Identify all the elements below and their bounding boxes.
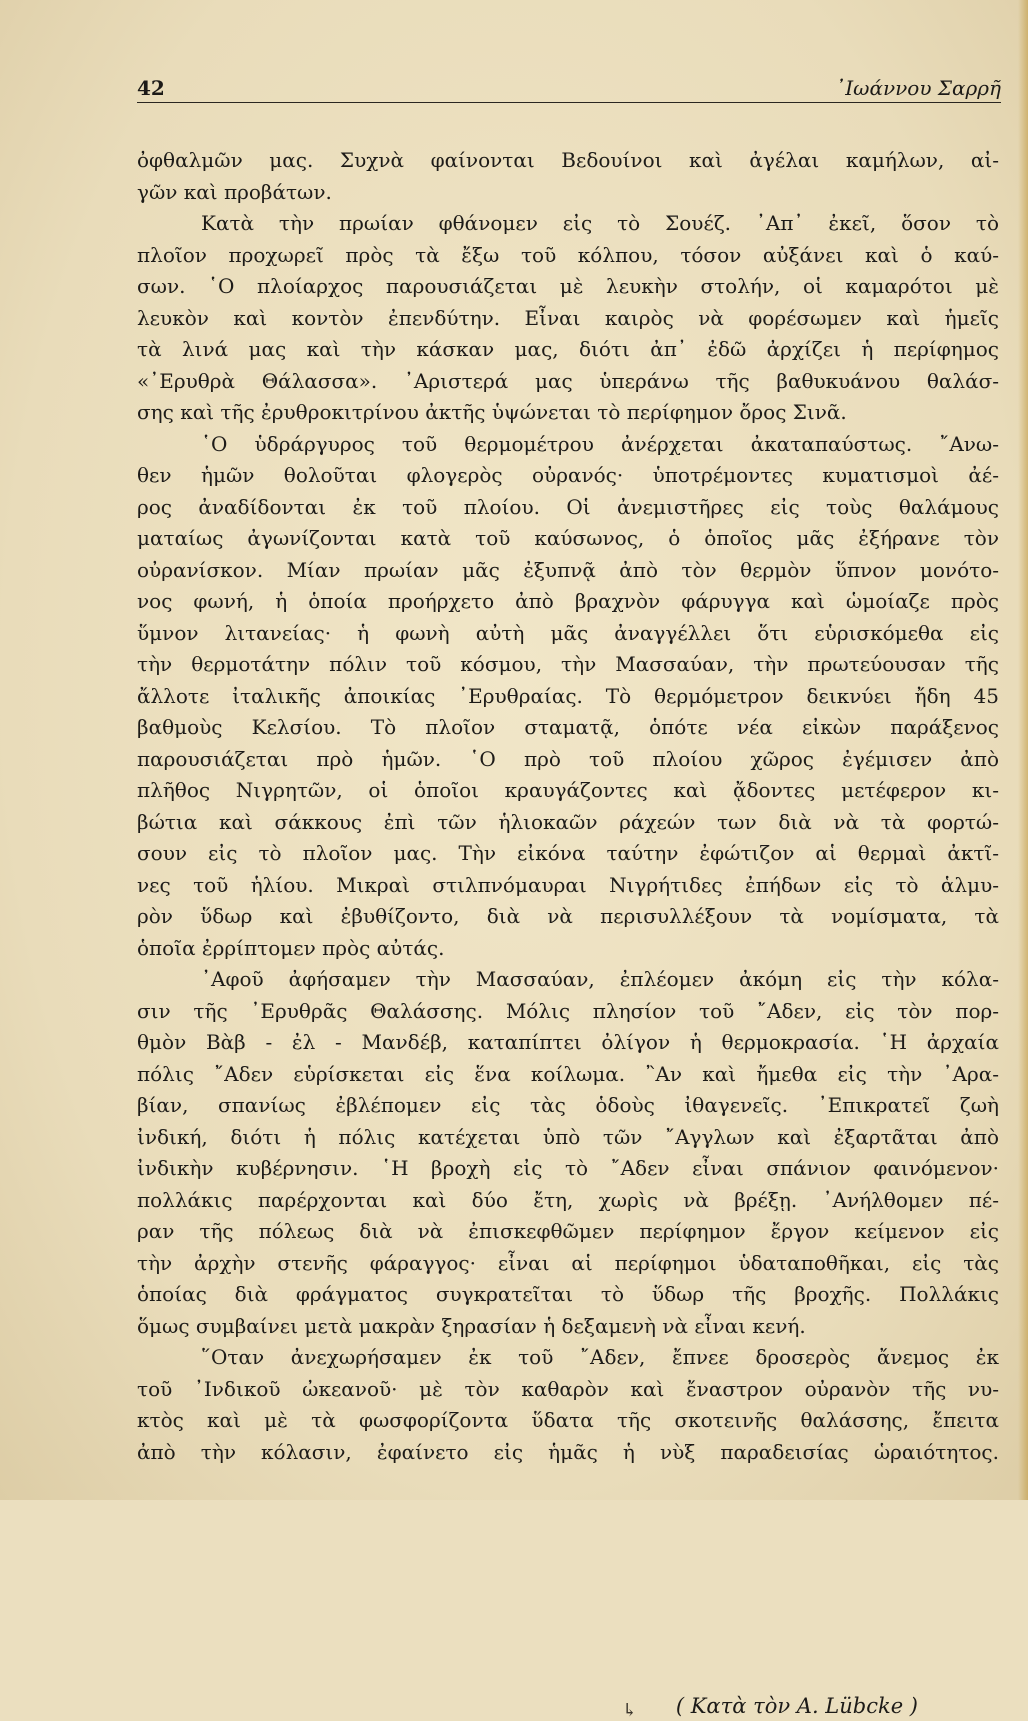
text-line: βίαν, σπανίως ἐβλέπομεν εἰς τὰς ὁδοὺς ἰθαγενεῖς. ᾿Επικρατεῖ ζωὴ — [137, 1093, 999, 1117]
text-line: πολλάκις παρέρχονται καὶ δύο ἔτη, χωρὶς νὰ βρέξῃ. ᾿Ανήλθομεν πέ- — [137, 1187, 999, 1212]
page-number: 42 — [137, 76, 165, 100]
text-line: βώτια καὶ σάκκους ἐπὶ τῶν ἡλιοκαῶν ράχεών των διὰ νὰ τὰ φορτώ- — [137, 809, 999, 834]
text-line: τὴν θερμοτάτην πόλιν τοῦ κόσμου, τὴν Μασσαύαν, τὴν πρωτεύουσαν τῆς — [137, 652, 999, 676]
text-line: πλοῖον προχωρεῖ πρὸς τὰ ἔξω τοῦ κόλπου, τόσον αὐξάνει καὶ ὁ καύ- — [137, 242, 999, 267]
header-rule — [137, 102, 1001, 103]
text-line: Κατὰ τὴν πρωίαν φθάνομεν εἰς τὸ Σουέζ. ᾿Απ᾿ ἐκεῖ, ὅσον τὸ — [201, 211, 999, 235]
text-line: σης καὶ τῆς ἐρυθροκιτρίνου ἀκτῆς ὑψώνεται τὸ περίφημον ὄρος Σινᾶ. — [137, 400, 847, 424]
text-line: θμὸν Βὰβ - ἐλ - Μανδέβ, καταπίπτει ὀλίγον ἡ θερμοκρασία. ῾Η ἀρχαία — [137, 1030, 999, 1054]
text-line: ἄλλοτε ἰταλικῆς ἀποικίας ᾿Ερυθραίας. Τὸ θερμόμετρον δεικνύει ἤδη 45 — [137, 683, 999, 708]
text-line: ἀπὸ τὴν κόλασιν, ἐφαίνετο εἰς ἡμᾶς ἡ νὺξ παραδεισίας ὡραιότητος. — [137, 1439, 999, 1464]
text-line: ραν τῆς πόλεως διὰ νὰ ἐπισκεφθῶμεν περίφημον ἔργον κείμενον εἰς — [137, 1219, 999, 1243]
page-edge — [1018, 0, 1028, 1500]
text-line: ᾿Αφοῦ ἀφήσαμεν τὴν Μασσαύαν, ἐπλέομεν ἀκόμη εἰς τὴν κόλα- — [201, 967, 999, 991]
text-line: σουν εἰς τὸ πλοῖον μας. Τὴν εἰκόνα ταύτην ἐφώτιζον αἱ θερμαὶ ἀκτῖ- — [137, 841, 999, 865]
text-line: ρος ἀναδίδονται ἐκ τοῦ πλοίου. Οἱ ἀνεμιστῆρες εἰς τοὺς θαλάμους — [137, 494, 999, 519]
text-line: σων. ῾Ο πλοίαρχος παρουσιάζεται μὲ λευκὴν στολήν, οἱ καμαρότοι μὲ — [137, 274, 999, 298]
text-line: πλῆθος Νιγρητῶν, οἱ ὁποῖοι κραυγάζοντες καὶ ᾄδοντες μετέφερον κι- — [137, 778, 999, 802]
text-line: λευκὸν καὶ κοντὸν ἐπενδύτην. Εἶναι καιρὸς νὰ φορέσωμεν καὶ ἡμεῖς — [137, 305, 999, 330]
text-line: ῾Ο ὑδράργυρος τοῦ θερμομέτρου ἀνέρχεται ἀκαταπαύστως. ῎Ανω- — [201, 431, 999, 456]
text-line: παρουσιάζεται πρὸ ἡμῶν. ῾Ο πρὸ τοῦ πλοίου χῶρος ἐγέμισεν ἀπὸ — [137, 746, 999, 771]
text-line: «᾿Ερυθρὰ Θάλασσα». ᾿Αριστερά μας ὑπεράνω τῆς βαθυκυάνου θαλάσ- — [137, 368, 999, 393]
text-line: ἰνδικὴν κυβέρνησιν. ῾Η βροχὴ εἰς τὸ ῎Αδεν εἶναι σπάνιον φαινόμενον· — [137, 1156, 999, 1180]
text-line: ὕμνον λιτανείας· ἡ φωνὴ αὐτὴ μᾶς ἀναγγέλλει ὅτι εὑρισκόμεθα εἰς — [137, 620, 999, 645]
attribution: ( Κατὰ τὸν Α. Lübcke ) — [675, 1694, 918, 1718]
text-line: ὅμως συμβαίνει μετὰ μακρὰν ξηρασίαν ἡ δεξαμενὴ νὰ εἶναι κενή. — [137, 1313, 806, 1338]
text-line: κτὸς καὶ μὲ τὰ φωσφορίζοντα ὕδατα τῆς σκοτεινῆς θαλάσσης, ἔπειτα — [137, 1408, 999, 1432]
text-line: ἰνδική, διότι ἡ πόλις κατέχεται ὑπὸ τῶν ῎Αγγλων καὶ ἐξαρτᾶται ἀπὸ — [137, 1124, 999, 1149]
text-line: ρὸν ὕδωρ καὶ ἐβυθίζοντο, διὰ νὰ περισυλλέξουν τὰ νομίσματα, τὰ — [137, 904, 999, 928]
text-line: σιν τῆς ᾿Ερυθρᾶς Θαλάσσης. Μόλις πλησίον τοῦ ῎Αδεν, εἰς τὸν πορ- — [137, 998, 999, 1023]
text-line: ὀφθαλμῶν μας. Συχνὰ φαίνονται Βεδουίνοι καὶ ἀγέλαι καμήλων, αἰ- — [137, 148, 999, 172]
text-line: ὁποίας διὰ φράγματος συγκρατεῖται τὸ ὕδωρ τῆς βροχῆς. Πολλάκις — [137, 1282, 999, 1306]
text-line: πόλις ῎Αδεν εὑρίσκεται εἰς ἕνα κοίλωμα. ῍Αν καὶ ἤμεθα εἰς τὴν ᾿Αρα- — [137, 1061, 999, 1086]
body-text — [137, 145, 999, 1468]
text-line: γῶν καὶ προβάτων. — [137, 179, 332, 204]
text-line: θεν ἡμῶν θολοῦται φλογερὸς οὐρανός· ὑποτρέμοντες κυματισμοὶ ἀέ- — [137, 463, 999, 487]
text-line: ματαίως ἀγωνίζονται κατὰ τοῦ καύσωνος, ὁ ὁποῖος μᾶς ἐξήρανε τὸν — [137, 526, 999, 550]
ink-mark-icon: ↳ — [622, 1700, 638, 1721]
text-line: τὰ λινά μας καὶ τὴν κάσκαν μας, διότι ἀπ᾿ ἐδῶ ἀρχίζει ἡ περίφημος — [137, 337, 999, 361]
text-line: βαθμοὺς Κελσίου. Τὸ πλοῖον σταματᾷ, ὁπότε νέα εἰκὼν παράξενος — [137, 715, 999, 739]
text-line: ῞Οταν ἀνεχωρήσαμεν ἐκ τοῦ ῎Αδεν, ἔπνεε δροσερὸς ἄνεμος ἐκ — [201, 1345, 999, 1369]
running-head: ᾿Ιωάννου Σαρρῆ — [835, 76, 1001, 100]
text-line: τοῦ ᾿Ινδικοῦ ὠκεανοῦ· μὲ τὸν καθαρὸν καὶ ἔναστρον οὐρανὸν τῆς νυ- — [137, 1376, 999, 1401]
text-line: νες τοῦ ἡλίου. Μικραὶ στιλπνόμαυραι Νιγρήτιδες ἐπήδων εἰς τὸ ἁλμυ- — [137, 872, 999, 897]
text-line: νος φωνή, ἡ ὁποία προήρχετο ἀπὸ βραχνὸν φάρυγγα καὶ ὡμοίαζε πρὸς — [137, 589, 999, 613]
text-line: τὴν ἀρχὴν στενῆς φάραγγος· εἶναι αἱ περίφημοι ὑδαταποθῆκαι, εἰς τὰς — [137, 1250, 999, 1275]
text-line: οὐρανίσκον. Μίαν πρωίαν μᾶς ἐξυπνᾷ ἀπὸ τὸν θερμὸν ὕπνον μονότο- — [137, 557, 999, 582]
text-line: ὁποῖα ἐρρίπτομεν πρὸς αὐτάς. — [137, 935, 445, 960]
